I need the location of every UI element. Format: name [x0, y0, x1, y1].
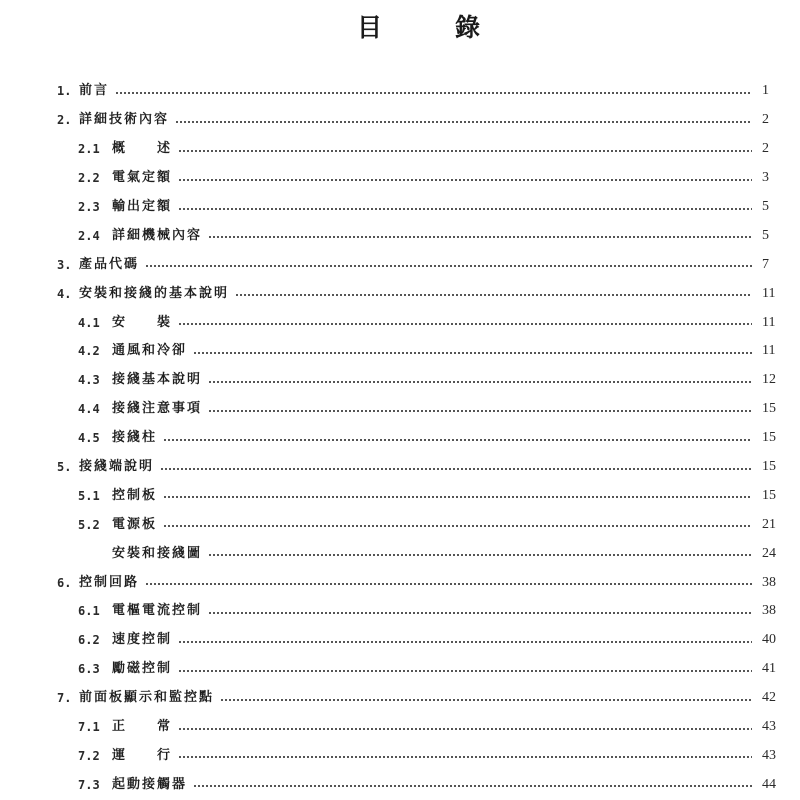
- toc-number: 6.2: [78, 633, 100, 648]
- toc-label: 電氣定額: [112, 170, 173, 186]
- dot-leader: [178, 728, 752, 730]
- toc-label: 通風和冷卻: [112, 343, 188, 359]
- toc-number: 6.3: [78, 662, 100, 677]
- toc-section-row: [0, 453, 800, 482]
- dot-leader: [163, 496, 752, 498]
- toc-number: 4.5: [78, 431, 100, 446]
- toc-section-row: [0, 684, 800, 713]
- toc-number: 2.2: [78, 171, 100, 186]
- dot-leader: [163, 525, 752, 527]
- toc-subsection-row: [0, 713, 800, 742]
- dot-leader: [193, 785, 752, 787]
- dot-leader: [145, 583, 752, 585]
- toc-number: 4.3: [78, 373, 100, 388]
- toc-page-number: 38: [762, 574, 776, 590]
- dot-leader: [208, 554, 752, 556]
- toc-number: 2.4: [78, 228, 100, 243]
- toc-section-row: [0, 250, 800, 279]
- toc-subsection-row: [0, 337, 800, 366]
- dot-leader: [235, 294, 752, 296]
- toc-section-row: [0, 77, 800, 106]
- page-title: [0, 10, 800, 46]
- toc-subsection-row: [0, 655, 800, 684]
- toc-number: 5.2: [78, 517, 100, 532]
- toc-number: 4.1: [78, 315, 100, 330]
- toc-page-number: 21: [762, 516, 776, 532]
- toc-label: 正 常: [112, 719, 173, 735]
- toc-number: 4.4: [78, 402, 100, 417]
- dot-leader: [208, 612, 752, 614]
- toc-page-number: 24: [762, 545, 776, 561]
- toc-subsection-row: [0, 366, 800, 395]
- toc-subsection-row: [0, 424, 800, 453]
- toc-subsection-row: [0, 597, 800, 626]
- dot-leader: [145, 265, 752, 267]
- toc-label: 勵磁控制: [112, 661, 173, 677]
- toc-label: 概 述: [112, 141, 173, 157]
- dot-leader: [178, 641, 752, 643]
- toc-label: 接綫注意事項: [112, 401, 203, 417]
- dot-leader: [178, 323, 752, 325]
- toc-number: 2.1: [78, 142, 100, 157]
- toc-subsection-row: [0, 135, 800, 164]
- toc-page-number: 11: [762, 285, 776, 301]
- toc-number: 5.: [57, 460, 72, 475]
- toc-label: 前面板顯示和監控點: [79, 690, 215, 706]
- toc-page-number: 15: [762, 459, 776, 475]
- toc-page-number: 11: [762, 343, 776, 359]
- toc-subsection-row: [0, 164, 800, 193]
- toc-number: 7.2: [78, 748, 100, 763]
- toc-page-number: 5: [762, 199, 769, 214]
- dot-leader: [208, 381, 752, 383]
- toc-label: 運 行: [112, 747, 173, 763]
- toc-subsection-row: [0, 741, 800, 770]
- toc-page-number: 5: [762, 227, 769, 243]
- toc-subsection-row: [0, 308, 800, 337]
- toc-label: 輸出定額: [112, 199, 173, 214]
- toc-label: 產品代碼: [79, 256, 140, 272]
- toc-page-number: 3: [762, 170, 769, 186]
- toc-subsection-row: [0, 395, 800, 424]
- dot-leader: [220, 699, 752, 701]
- toc-number: 2.: [57, 113, 72, 128]
- toc-label: 速度控制: [112, 632, 173, 648]
- toc-page-number: 15: [762, 487, 776, 503]
- toc-page-number: 41: [762, 661, 776, 677]
- toc-subsection-row: [0, 539, 800, 568]
- toc-page-number: 15: [762, 430, 776, 446]
- toc-page-number: 44: [762, 776, 776, 792]
- toc-page-number: 2: [762, 141, 769, 157]
- dot-leader: [160, 468, 752, 470]
- toc-label: 電源板: [112, 516, 158, 532]
- toc-label: 起動接觸器: [112, 776, 188, 792]
- dot-leader: [208, 236, 752, 238]
- toc-label: 安裝和接綫圖: [112, 545, 203, 561]
- toc-number: 7.: [57, 691, 72, 706]
- dot-leader: [178, 150, 752, 152]
- toc-page-number: 42: [762, 690, 776, 706]
- toc-number: 4.2: [78, 344, 100, 359]
- toc-label: 接綫端說明: [79, 459, 155, 475]
- toc-number: 2.3: [78, 200, 100, 214]
- toc-subsection-row: [0, 193, 800, 222]
- toc-label: 控制回路: [79, 574, 140, 590]
- toc-label: 詳細技術內容: [79, 112, 170, 128]
- toc-subsection-row: [0, 221, 800, 250]
- toc-label: 接綫基本說明: [112, 372, 203, 388]
- title-char-1: 目: [357, 13, 383, 42]
- toc-page-number: 43: [762, 719, 776, 735]
- toc-subsection-row: [0, 510, 800, 539]
- toc-page-number: 11: [762, 314, 776, 330]
- toc-number: 5.1: [78, 488, 100, 503]
- dot-leader: [178, 756, 752, 758]
- dot-leader: [115, 92, 752, 94]
- toc-label: 控制板: [112, 487, 158, 503]
- toc-section-row: [0, 568, 800, 597]
- dot-leader: [175, 121, 752, 123]
- toc-page-number: 43: [762, 747, 776, 763]
- toc-subsection-row: [0, 770, 800, 799]
- toc-page-number: 2: [762, 112, 769, 128]
- toc-number: 6.1: [78, 604, 100, 619]
- dot-leader: [163, 439, 752, 441]
- toc-label: 詳細機械內容: [112, 227, 203, 243]
- dot-leader: [208, 410, 752, 412]
- toc-number: 7.1: [78, 720, 100, 735]
- toc-page-number: 15: [762, 401, 776, 417]
- toc-section-row: [0, 106, 800, 135]
- toc-label: 前言: [79, 83, 110, 99]
- dot-leader: [193, 352, 752, 354]
- toc-page-number: 40: [762, 632, 776, 648]
- toc-subsection-row: [0, 626, 800, 655]
- toc-number: 4.: [57, 286, 72, 301]
- toc-page-number: 38: [762, 603, 776, 619]
- dot-leader: [178, 670, 752, 672]
- table-of-contents: [0, 77, 800, 799]
- toc-label: 電樞電流控制: [112, 603, 203, 619]
- toc-label: 接綫柱: [112, 430, 158, 446]
- dot-leader: [178, 179, 752, 181]
- toc-number: 6.: [57, 575, 72, 590]
- toc-number: 1.: [57, 84, 72, 99]
- toc-section-row: [0, 279, 800, 308]
- toc-label: 安裝和接綫的基本說明: [79, 285, 230, 301]
- title-char-2: 錄: [455, 13, 481, 42]
- toc-label: 安 裝: [112, 314, 173, 330]
- dot-leader: [178, 208, 752, 210]
- toc-number: 7.3: [78, 777, 100, 792]
- toc-subsection-row: [0, 481, 800, 510]
- toc-page-number: 12: [762, 372, 776, 388]
- toc-number: 3.: [57, 257, 72, 272]
- toc-page-number: 7: [762, 256, 769, 272]
- toc-page-number: 1: [762, 83, 769, 99]
